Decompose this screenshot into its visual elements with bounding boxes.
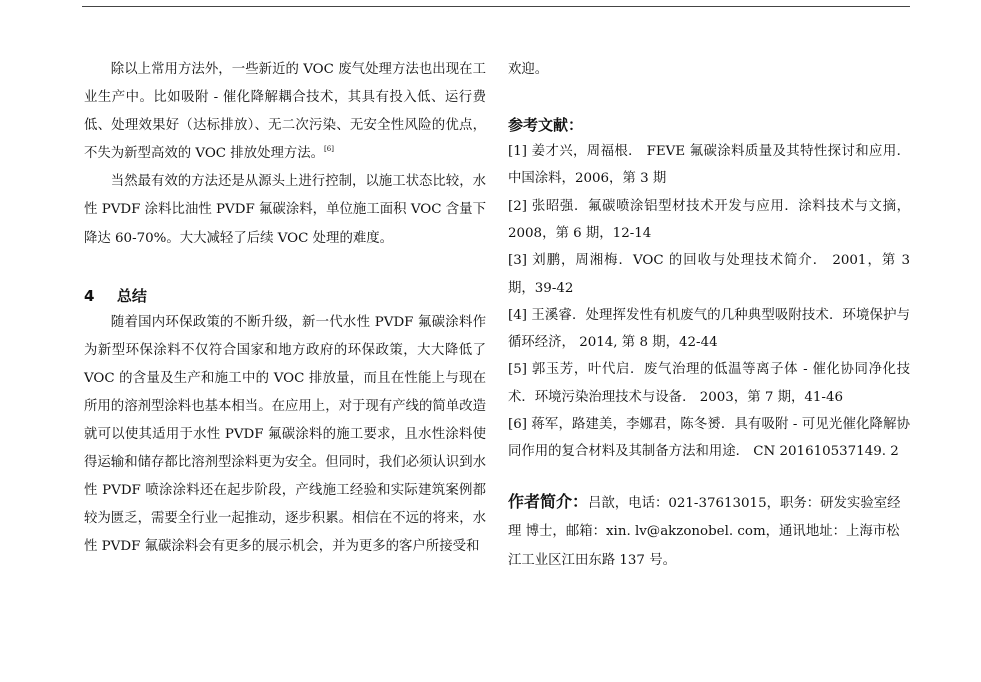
reference-item: [3] 刘鹏，周湘梅．VOC 的回收与处理技术简介． 2001，第 3 期，39-42: [508, 253, 910, 296]
continuation-text: 欢迎。: [508, 62, 549, 77]
author-text: 吕歆，电话：021-37613015，职务：研发实验室经理 博士，邮箱：xin. lv@akzonobel. com，通讯地址：上海市松江工业区江田东路 137 号。: [508, 495, 901, 568]
body-paragraph: 当然最有效的方法还是从源头上进行控制，以施工状态比较，水性 PVDF 涂料比油性 PVDF 氟碳涂料，单位施工面积 VOC 含量下降达 60-70%。大大减轻了后续 VOC 处理的难度。: [84, 174, 486, 246]
left-column: [84, 56, 486, 562]
reference-item: [5] 郭玉芳，叶代启．废气治理的低温等离子体 - 催化协同净化技术．环境污染治理技术与设备． 2003，第 7 期，41-46: [508, 362, 910, 405]
body-paragraph: 随着国内环保政策的不断升级，新一代水性 PVDF 氟碳涂料作为新型环保涂料不仅符合国家和地方政府的环保政策，大大降低了 VOC 的含量及生产和施工中的 VOC 排放量，而且在性能上与现在所用的溶剂型涂料也基本相当。在应用上，对于现有产线的简单改造就可以使其适用于水性 PVDF 氟碳涂料的施工要求，且水性涂料使得运输和储存都比溶剂型涂料更为安全。但同时，我们必须认识到水性 PVDF 喷涂涂料还在起步阶段，产线施工经验和实际建筑案例都较为匮乏，需要全行业一起推动，逐步积累。相信在不远的将来，水性 PVDF 氟碳涂料会有更多的展示机会，并为更多的客户所接受和: [84, 314, 486, 555]
reference-item: [2] 张昭强．氟碳喷涂铝型材技术开发与应用．涂料技术与文摘，2008，第 6 期，12-14: [508, 198, 910, 241]
reference-item: [1] 姜才兴，周福根． FEVE 氟碳涂料质量及其特性探讨和应用．中国涂料，2006，第 3 期: [508, 144, 910, 187]
author-label: 作者简介：: [508, 491, 589, 511]
right-column: [508, 56, 910, 575]
references-heading: 参考文献：: [508, 116, 584, 135]
reference-item: [6] 蒋军，路建美，李娜君，陈冬赟．具有吸附 - 可见光催化降解协同作用的复合材料及其制备方法和用途． CN 201610537149. 2: [508, 417, 910, 460]
header-rule: [82, 6, 910, 7]
citation-mark: [6]: [324, 145, 334, 154]
section-heading: [84, 286, 486, 306]
section-number: 4: [84, 286, 95, 305]
reference-item: [4] 王溪睿．处理挥发性有机废气的几种典型吸附技术．环境保护与循环经济， 2014, 第 8 期，42-44: [508, 307, 910, 351]
paragraph-text: 除以上常用方法外，一些新近的 VOC 废气处理方法也出现在工业生产中。比如吸附 - 催化降解耦合技术，其具有投入低、运行费低、处理效果好（达标排放）、无二次污染、无安全性风险的优点，不失为新型高效的 VOC 排放处理方法。: [84, 62, 486, 162]
section-title: 总结: [116, 286, 147, 305]
body-paragraph: [84, 56, 486, 168]
author-bio: [508, 488, 910, 576]
reference-list: [508, 138, 910, 466]
